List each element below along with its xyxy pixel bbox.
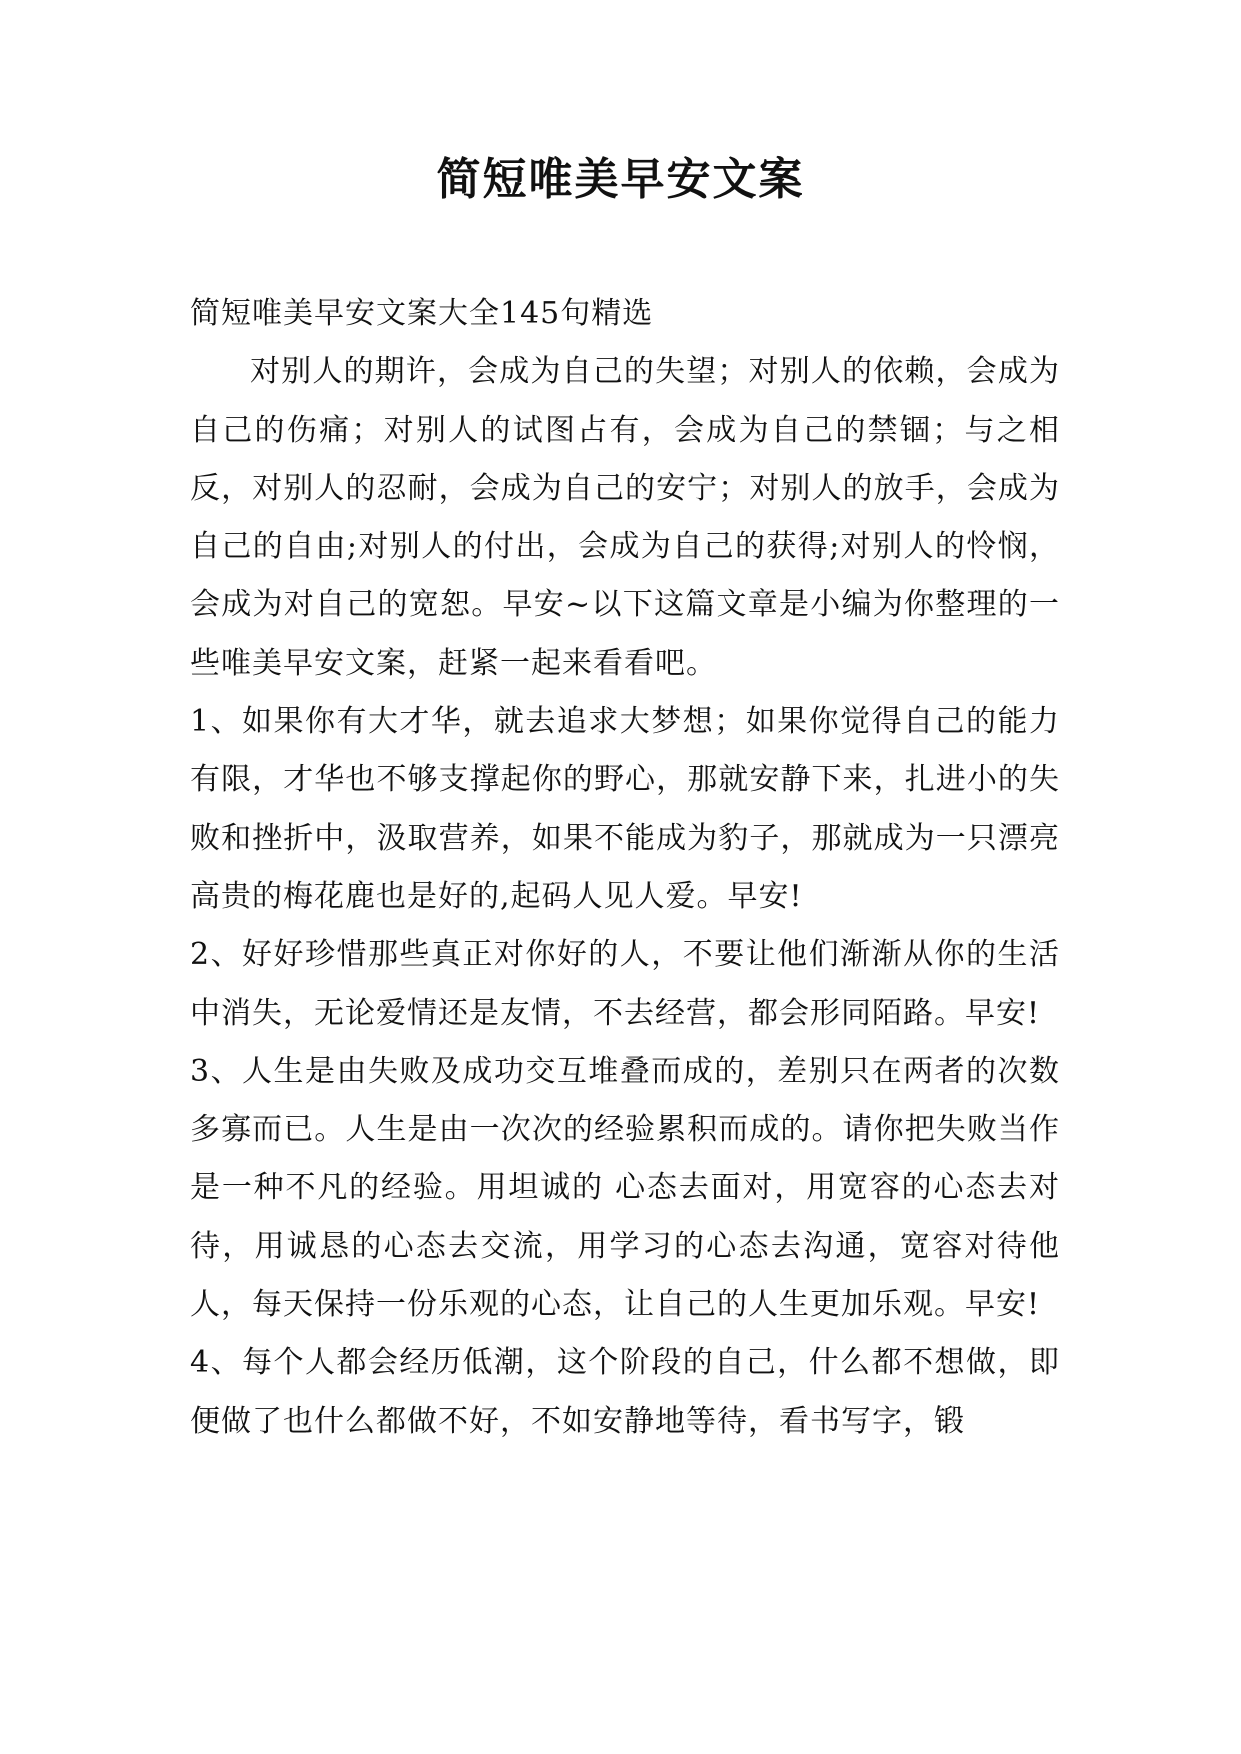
list-item: 4、每个人都会经历低潮，这个阶段的自己，什么都不想做，即便做了也什么都做不好，不如安静地等待，看书写字，锻 (190, 1345, 1060, 1439)
intro-paragraph: 对别人的期许，会成为自己的失望；对别人的依赖，会成为自己的伤痛；对别人的试图占有，会成为自己的禁锢；与之相反，对别人的忍耐，会成为自己的安宁；对别人的放手，会成为自己的自由;对别人的付出，会成为自己的获得;对别人的怜悯，会成为对自己的宽恕。早安~以下这篇文章是小编为你整理的一些唯美早安文案，赶紧一起来看看吧。 (190, 354, 1060, 681)
document-title: 简短唯美早安文案 (436, 154, 805, 205)
document-subtitle: 简短唯美早安文案大全145句精选 (190, 296, 654, 331)
list-item: 1、如果你有大才华，就去追求大梦想；如果你觉得自己的能力有限，才华也不够支撑起你的野心，那就安静下来，扎进小的失败和挫折中，汲取营养，如果不能成为豹子，那就成为一只漂亮高贵的梅花鹿也是好的,起码人见人爱。早安! (190, 704, 1060, 914)
list-item: 2、好好珍惜那些真正对你好的人，不要让他们渐渐从你的生活中消失，无论爱情还是友情，不去经营，都会形同陌路。早安! (190, 937, 1060, 1031)
document-body (190, 285, 1060, 1451)
list-item: 3、人生是由失败及成功交互堆叠而成的，差别只在两者的次数多寡而已。人生是由一次次的经验累积而成的。请你把失败当作是一种不凡的经验。用坦诚的 心态去面对，用宽容的心态去对待，用诚恳的心态去交流，用学习的心态去沟通，宽容对待他人，每天保持一份乐观的心态，让自己的人生更加乐观。早安! (190, 1053, 1060, 1323)
